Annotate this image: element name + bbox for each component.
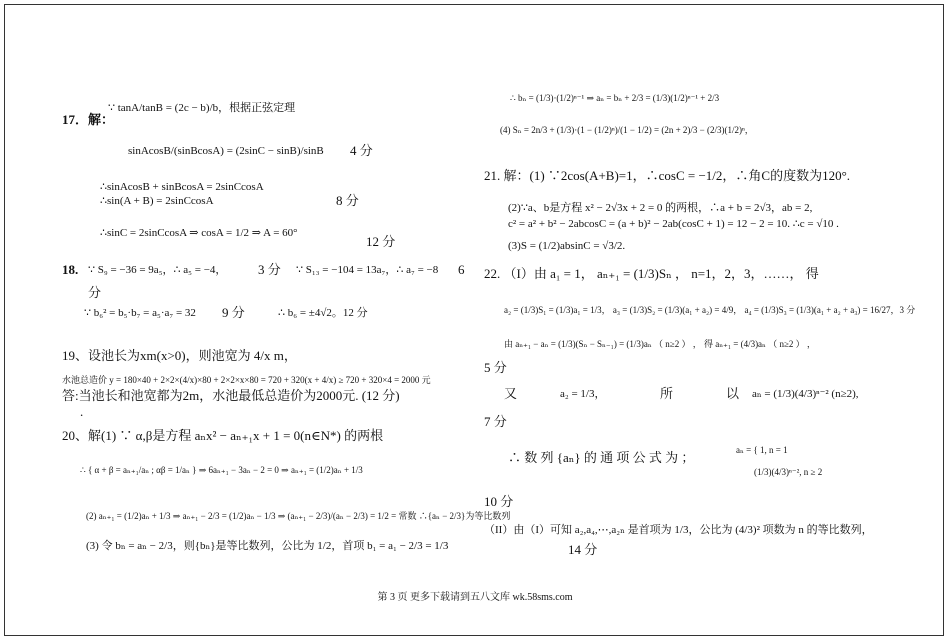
problem-22-line-5a: 又: [504, 386, 518, 401]
problem-22-line-5d: 以: [726, 386, 740, 401]
problem-18-score-9: 9 分: [222, 305, 245, 320]
problem-22-score-10: 10 分: [484, 494, 514, 509]
problem-18-line-3: ∵ b₆² = b₅·b₇ = a₅·a₇ = 32: [84, 307, 196, 319]
problem-21-line-2: (2)∵a、b是方程 x² − 2√3x + 2 = 0 的两根，∴a + b = 2√3，ab = 2,: [508, 202, 813, 214]
problem-17-score-4: 4 分: [350, 143, 373, 158]
problem-17-label: 17．解：: [62, 112, 115, 127]
problem-22-score-5: 5 分: [484, 360, 507, 375]
problem-18-line-1a: ∵ S₉ = −36 = 9a₅，∴ a₅ = −4，: [88, 264, 227, 276]
problem-22-line-9: （II）由（I）可知 a₂,a₄,⋯,a₂ₙ 是首项为 1/3，公比为 (4/3)² 项数为 n 的等比数列，: [484, 524, 873, 536]
problem-19-answer: 答:当池长和池宽都为2m，水池最低总造价为2000元. (12 分): [62, 388, 400, 403]
problem-17-line-5: ∴sinC = 2sinCcosA ⇒ cosA = 1/2 ⇒ A = 60°: [100, 227, 298, 239]
problem-18-line-3c: ∴ b₆ = ±4√2。12 分: [278, 307, 368, 319]
problem-17-line-2: sinAcosB/(sinBcosA) = (2sinC − sinB)/sinB: [128, 145, 324, 157]
problem-21-line-3: c² = a² + b² − 2abcosC = (a + b)² − 2ab(cosC + 1) = 12 − 2 = 10. ∴c = √10 .: [508, 218, 839, 230]
problem-22-score-7: 7 分: [484, 414, 507, 429]
problem-22-line-1: 22. （I）由 a₁ = 1， aₙ₊₁ = (1/3)Sₙ ， n=1，2，3，……， 得: [484, 266, 819, 281]
problem-22-line-5c: 所: [660, 386, 674, 401]
problem-18-line-1c: ∵ S₁₃ = −104 = 13a₇，∴ a₇ = −8: [296, 264, 439, 276]
problem-18-score-3: 3 分: [258, 262, 281, 277]
problem-19-line-1: 19、设池长为xm(x>0)，则池宽为 4/x m，: [62, 348, 297, 363]
problem-22-line-2: a₂ = (1/3)S₁ = (1/3)a₁ = 1/3， a₃ = (1/3)S₂ = (1/3)(a₁ + a₂) = 4/9， a₄ = (1/3)S₃ = (1/3)(a₁ + a₂ + a₃) = 16/27，3 分: [504, 305, 916, 315]
problem-20-line-5: ∴ bₙ = (1/3)·(1/2)ⁿ⁻¹ ⇒ aₙ = bₙ + 2/3 = (1/3)(1/2)ⁿ⁻¹ + 2/3: [510, 93, 720, 103]
problem-17-score-8: 8 分: [336, 193, 359, 208]
problem-18-score-6: 6: [458, 262, 465, 277]
problem-20-line-3: (2) aₙ₊₁ = (1/2)aₙ + 1/3 ⇒ aₙ₊₁ − 2/3 = (1/2)aₙ − 1/3 ⇒ (aₙ₊₁ − 2/3)/(aₙ − 2/3) = 1/2 = 常数 ∴{aₙ − 2/3}为等比数列: [86, 511, 511, 521]
problem-19-dot: .: [80, 404, 84, 419]
problem-21-line-4: (3)S = (1/2)absinC = √3/2.: [508, 240, 626, 252]
problem-22-line-5e: aₙ = (1/3)(4/3)ⁿ⁻² (n≥2),: [752, 388, 859, 400]
problem-17-line-4: ∴sin(A + B) = 2sinCcosA: [100, 195, 214, 207]
problem-18-line-2: 分: [88, 285, 102, 300]
problem-22-case-1: aₙ = { 1, n = 1: [736, 445, 788, 455]
problem-20-line-1: 20、解(1) ∵ α,β是方程 aₙx² − aₙ₊₁x + 1 = 0(n∈N*) 的两根: [62, 428, 384, 443]
page-footer: 第 3 页 更多下载请到五八文库 wk.58sms.com: [377, 592, 573, 603]
problem-18-label: 18.: [62, 262, 79, 277]
problem-22-line-3: 由 aₙ₊₁ − aₙ = (1/3)(Sₙ − Sₙ₋₁) = (1/3)aₙ （ n≥2 ） ， 得 aₙ₊₁ = (4/3)aₙ （ n≥2 ） ，: [504, 339, 816, 349]
problem-17-score-12: 12 分: [366, 234, 396, 249]
problem-21-line-1: 21. 解：(1) ∵2cos(A+B)=1，∴cosC = −1/2，∴角C的度数为120°.: [484, 168, 851, 183]
problem-17-line-3: ∴sinAcosB + sinBcosA = 2sinCcosA: [100, 181, 264, 193]
problem-20-line-6: (4) Sₙ = 2n/3 + (1/3)·(1 − (1/2)ⁿ)/(1 − 1/2) = (2n + 2)/3 − (2/3)(1/2)ⁿ，: [500, 125, 754, 135]
problem-17-line-1: ∵ tanA/tanB = (2c − b)/b，根据正弦定理: [108, 102, 296, 114]
problem-20-line-4: (3) 令 bₙ = aₙ − 2/3，则{bₙ}是等比数列，公比为 1/2，首项 b₁ = a₁ − 2/3 = 1/3: [86, 540, 449, 552]
problem-22-line-5b: a₂ = 1/3，: [560, 388, 606, 400]
problem-22-line-7: ∴ 数 列 {aₙ} 的 通 项 公 式 为 ；: [508, 450, 695, 465]
problem-22-score-14: 14 分: [568, 542, 598, 557]
problem-22-case-2: (1/3)(4/3)ⁿ⁻², n ≥ 2: [754, 467, 823, 477]
problem-20-line-2: ∴ { α + β = aₙ₊₁/aₙ ; αβ = 1/aₙ } ⇒ 6aₙ₊₁ − 3aₙ − 2 = 0 ⇒ aₙ₊₁ = (1/2)aₙ + 1/3: [80, 465, 363, 475]
problem-19-line-2: 水池总造价 y = 180×40 + 2×2×(4/x)×80 + 2×2×x×80 = 720 + 320(x + 4/x) ≥ 720 + 320×4 = 2000 元: [62, 375, 431, 385]
